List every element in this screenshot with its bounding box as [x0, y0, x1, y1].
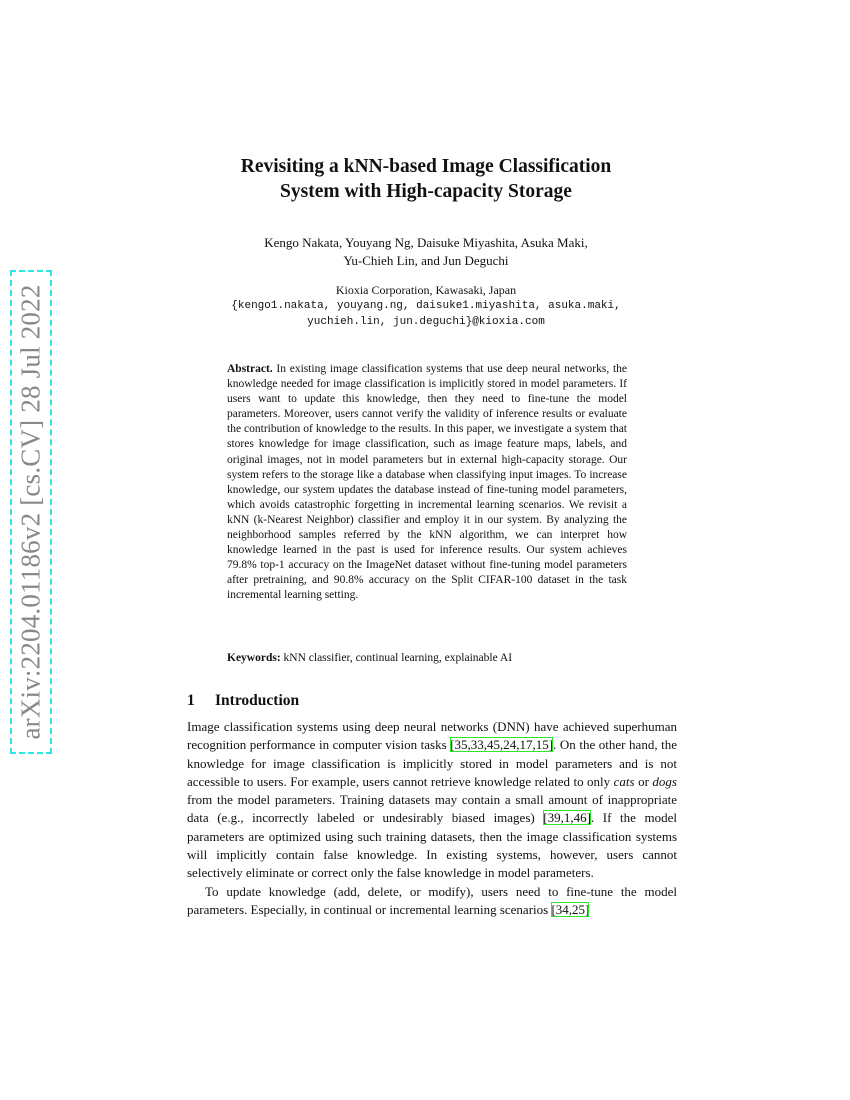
title-line-2: System with High-capacity Storage: [280, 181, 572, 202]
citation-link[interactable]: [35,33,45,24,17,15]: [450, 737, 554, 753]
emails-line-1: {kengo1.nakata, youyang.ng, daisuke1.miyashita, asuka.maki,: [231, 300, 621, 312]
citation-link[interactable]: [39,1,46]: [543, 810, 591, 826]
p1-text-or: or: [634, 773, 653, 789]
authors-line-1: Kengo Nakata, Youyang Ng, Daisuke Miyashita, Asuka Maki,: [264, 235, 588, 250]
p1-emph-cats: cats: [613, 773, 635, 789]
p1-text-b: . On the other hand, the knowledge for image classification is implicitly stored in model parameters and is not accessible to users. For example, users cannot retrieve knowledge related to only: [187, 737, 677, 789]
arxiv-id: arXiv:2204.01186v2 [cs.CV] 28 Jul 2022: [15, 284, 46, 740]
section-title: Introduction: [215, 692, 300, 709]
keywords: [227, 651, 627, 666]
keywords-text: kNN classifier, continual learning, explainable AI: [283, 652, 513, 664]
p2-text-a: To update knowledge (add, delete, or modify), users need to fine-tune the model parameters. Especially, in continual or incremental learning scenarios: [187, 883, 677, 917]
citation-link[interactable]: [34,25]: [551, 901, 590, 917]
paper-title: [150, 154, 702, 204]
title-line-1: Revisiting a kNN-based Image Classification: [240, 156, 612, 177]
abstract: [227, 362, 627, 604]
p1-text-a: Image classification systems using deep neural networks (DNN) have achieved superhuman recognition performance in computer vision tasks: [187, 719, 677, 753]
paragraph-1: [187, 718, 677, 883]
p1-text-d: . If the model parameters are optimized using such training datasets, then the image classification systems will implicitly contain false knowledge. In existing systems, however, users cannot selectively eliminate or correct only the false knowledge in model parameters.: [187, 810, 677, 881]
authors: [150, 234, 702, 270]
abstract-label: Abstract.: [227, 363, 273, 375]
p1-emph-dogs: dogs: [652, 773, 677, 789]
affiliation-block: [150, 282, 702, 330]
p1-text-c: from the model parameters. Training datasets may contain a small amount of inappropriate data (e.g., incorrectly labeled or undesirably biased images): [187, 792, 677, 826]
emails-line-2: yuchieh.lin, jun.deguchi}@kioxia.com: [307, 316, 545, 328]
affiliation: Kioxia Corporation, Kawasaki, Japan: [335, 283, 517, 297]
keywords-label: Keywords:: [227, 652, 281, 664]
paragraph-2: [187, 883, 677, 920]
authors-line-2: Yu-Chieh Lin, and Jun Deguchi: [343, 253, 509, 268]
section-heading: [187, 692, 299, 710]
body-text: [187, 718, 677, 919]
arxiv-stamp: [10, 270, 52, 754]
section-number: 1: [187, 692, 195, 709]
abstract-text: In existing image classification systems that use deep neural networks, the knowledge needed for image classification is implicitly stored in model parameters. If users want to update this knowledge, then they need to fine-tune the model parameters. Moreover, users cannot verify the validity of inference results or evaluate the contribution of knowledge to the results. In this paper, we investigate a system that stores knowledge for image classification, such as image feature maps, labels, and original images, not in model parameters but in external high-capacity storage. Our system refers to the storage like a database when classifying input images. To increase knowledge, our system updates the database instead of fine-tuning model parameters, which avoids catastrophic forgetting in incremental learning scenarios. We revisit a kNN (k-Nearest Neighbor) classifier and employ it in our system. By analyzing the neighborhood samples referred by the kNN algorithm, we can interpret how knowledge learned in the past is used for inference results. Our system achieves 79.8% top-1 accuracy on the ImageNet dataset without fine-tuning model parameters after pretraining, and 90.8% accuracy on the Split CIFAR-100 dataset in the task incremental learning setting.: [227, 363, 627, 602]
